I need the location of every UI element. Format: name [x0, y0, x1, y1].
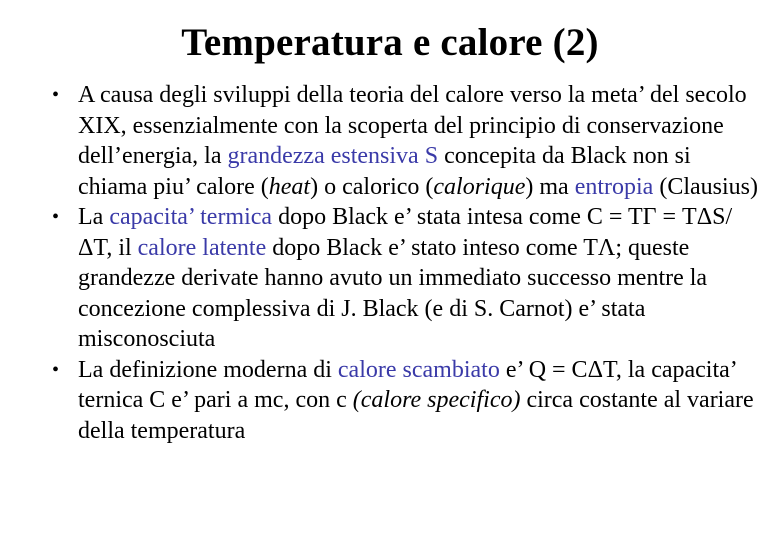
- bullet-dot-icon: •: [52, 358, 60, 381]
- bullet-text: ) o calorico (: [310, 173, 434, 200]
- bullet-text: ) ma: [525, 173, 575, 200]
- highlight-term: entropia: [574, 173, 654, 200]
- bullet-text: (Clausius): [653, 173, 758, 200]
- bullet-dot-icon: •: [52, 206, 60, 228]
- bullet-text: A causa degli sviluppi della teoria del calore verso la meta’ del secolo XIX, essenzialmente con la scoperta del principio di conservazione dell’energia, la: [78, 82, 747, 169]
- bullet-text: dopo Black e’ stata intesa come C = TΓ = TΔS/ΔT, il: [78, 204, 733, 261]
- bullet-item-1: [48, 80, 758, 202]
- italic-term: heat: [268, 173, 311, 200]
- italic-term: (calore specifico): [352, 387, 521, 413]
- bullet-text: dopo Black e’ stato inteso come TΛ; queste grandezze derivate hanno avuto un immediato successo mentre la concezione complessiva di J. Black (e di S. Carnot) e’ stata misconosciuta: [78, 234, 708, 352]
- bullet-dot-icon: •: [52, 84, 60, 106]
- bullet-item-3: [48, 355, 758, 447]
- highlight-term: grandezza estensiva S: [227, 143, 439, 169]
- highlight-term: calore scambiato: [337, 356, 500, 383]
- highlight-term: calore latente: [137, 234, 267, 261]
- bullet-text: La definizione moderna di: [78, 356, 338, 383]
- slide-title: Temperatura e calore (2): [181, 21, 599, 64]
- highlight-term: capacita’ termica: [109, 204, 273, 230]
- bullet-text: La: [78, 204, 110, 230]
- bullet-list: [48, 80, 758, 446]
- bullet-item-2: [48, 202, 758, 355]
- bullet-text: e’ Q = CΔT, la capacita’ ternica C e’ pari a mc, con c: [78, 356, 737, 413]
- bullet-text: circa costante al variare della temperatura: [78, 387, 754, 444]
- italic-term: calorique: [433, 173, 526, 200]
- bullet-text: concepita da Black non si chiama piu’ calore (: [78, 143, 691, 200]
